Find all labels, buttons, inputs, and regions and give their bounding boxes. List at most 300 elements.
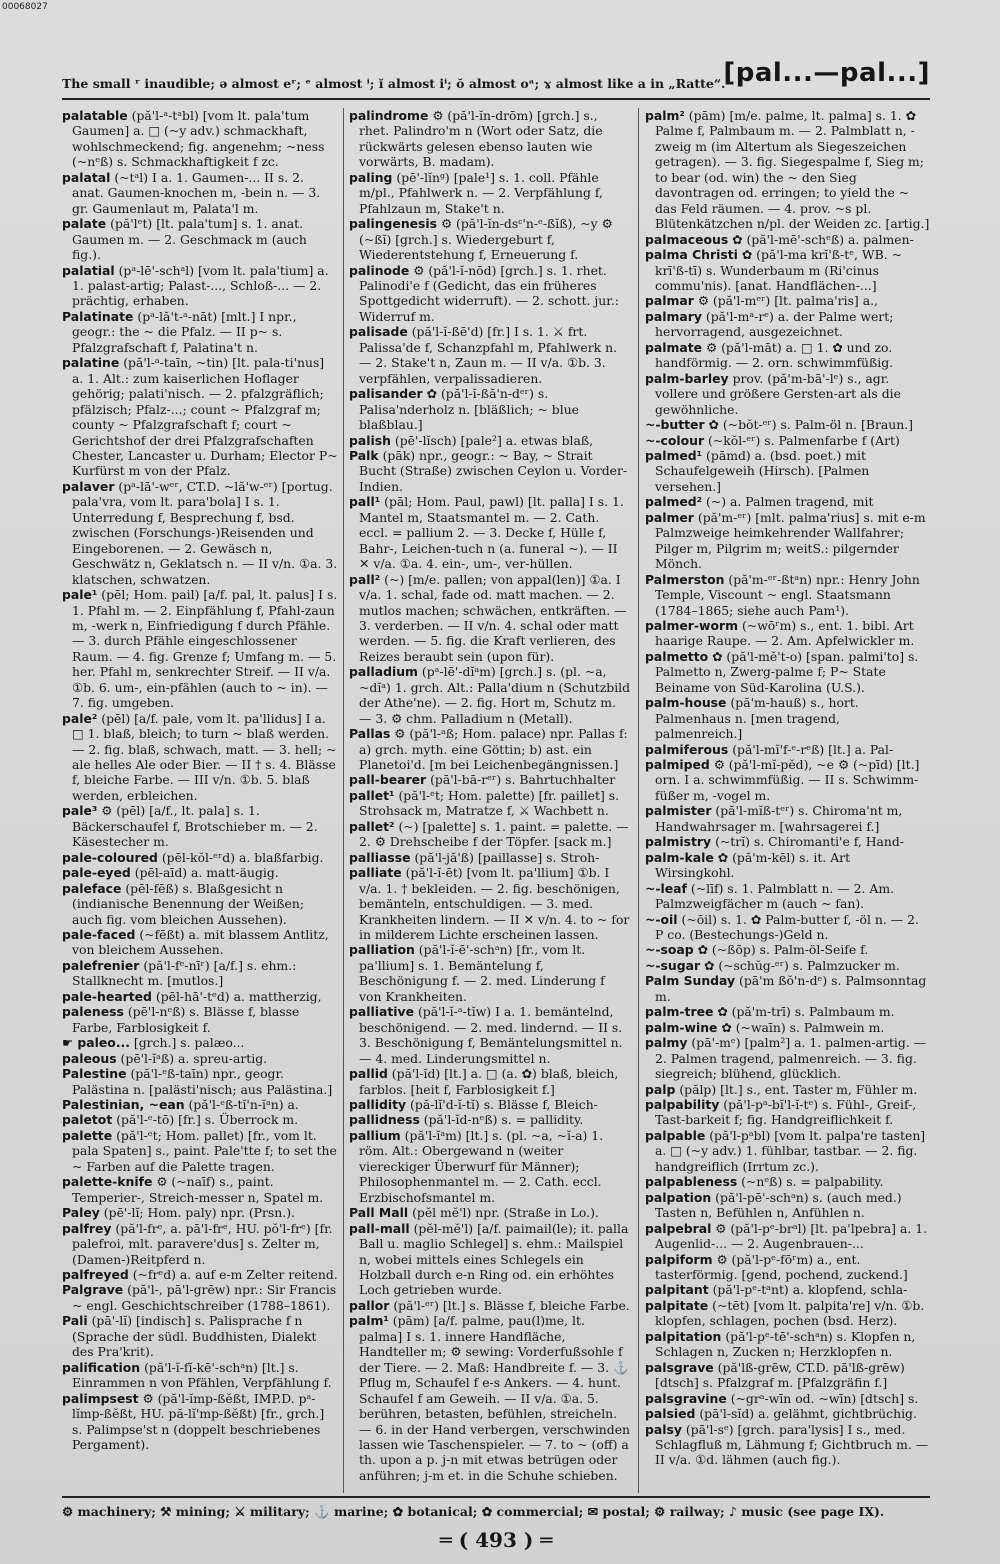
dictionary-entry <box>62 1221 338 1267</box>
dictionary-entry <box>62 1097 338 1112</box>
entry-definition: (pă'l-ĭ-fĭ-kē'-schᵃn) [lt.] s. Einrammen n von Pfählen, Verpfählung f. <box>72 1359 332 1391</box>
dictionary-entry <box>62 1205 338 1220</box>
entry-headword: palaver <box>62 478 115 494</box>
dictionary-entry <box>645 850 930 881</box>
entry-definition: (pă'l-mĭ'f-ᵉ-rᵉß) [lt.] a. Pal- <box>732 741 894 757</box>
entry-headword: palliation <box>349 942 415 958</box>
entry-definition: (pēl-fēß) s. Blaßgesicht n (indianische Benennung der Weißen; auch fig. vom bleichen Aussehen). <box>72 880 305 927</box>
entry-definition: (~wōʳm) s., ent. 1. bibl. Art haarige Raupe. — 2. Am. Apfelwickler m. <box>655 617 915 649</box>
entry-definition: (pᵃ-lā'-wᵉʳ, CT.D. ~lă'w-ᵉʳ) [portug. pala'vra, vom lt. para'bola] I s. 1. Unterredung f, Besprechung f, bsd. zwischen (Forschungs-)Reisenden und Eingeborenen. — 2. Gewäsch n, Geschwätz n, Geklatsch n. — II v/n. ①a. 3. klatschen, schwatzen. <box>72 478 338 587</box>
entry-definition: (pă'l-ĭd-nᵉß) s. = pallidity. <box>423 1112 584 1128</box>
dictionary-entry <box>645 1190 930 1221</box>
entry-definition: ✿ (~ßōp) s. Palm-öl-Seife f. <box>697 942 869 958</box>
entry-definition: prov. (pă'm-bā'-lᵉ) s., agr. vollere und größere Gersten-art als die gewöhnliche. <box>655 370 901 417</box>
entry-definition: (pēl) [a/f. pale, vom lt. pa'llidus] I a. □ 1. blaß, bleich; to turn ~ blaß werden. — 2. fig. blaß, schwach, matt. — 3. hell; ~ ale helles Ale oder Bier. — II † s. 4. Blässe f, bleiche Farbe. — III v/n. ①b. 5. blaß werden, erbleichen. <box>72 710 337 803</box>
entry-headword: palm-kale <box>645 849 714 865</box>
entry-headword: Palestinian, ~ean <box>62 1097 185 1112</box>
dictionary-entry <box>62 958 338 989</box>
dictionary-entry <box>349 386 631 432</box>
entry-definition: (pᵃ-lē'-schᵃl) [vom lt. pala'tium] a. 1. palast-artig; Palast-..., Schloß-... — 2. prächtig, erhaben. <box>72 262 329 309</box>
entry-headword: palmar <box>645 293 694 309</box>
entry-headword: palmed² <box>645 494 703 510</box>
entry-definition: (pāmd) a. (bsd. poet.) mit Schaufelgeweih (Hirsch). [Palmen versehen.] <box>655 447 870 494</box>
entry-headword: ~-oil <box>645 911 678 927</box>
dictionary-entry <box>349 726 631 772</box>
entry-headword: palma Christi <box>645 247 738 263</box>
entry-headword: palpability <box>645 1097 720 1112</box>
entry-headword: pallidity <box>349 1097 407 1112</box>
entry-definition: (pă'lᵉt) [lt. pala'tum] s. 1. anat. Gaumen m. — 2. Geschmack m (auch fig.). <box>72 216 307 263</box>
column-right <box>645 108 930 1493</box>
entry-headword: ~-leaf <box>645 880 687 896</box>
entry-definition: (~kŏl-ᵉʳ) s. Palmenfarbe f (Art) <box>708 432 900 448</box>
dictionary-entry <box>349 772 631 787</box>
dictionary-entry <box>645 309 930 340</box>
dictionary-entry <box>62 355 338 479</box>
entry-headword: Palmerston <box>645 571 725 587</box>
dictionary-entry <box>349 664 631 726</box>
entry-headword: palate <box>62 216 107 232</box>
entry-definition: (pă'l-fᵉ-nīʳ) [a/f.] s. ehm.: Stallknecht m. [mutlos.] <box>72 957 297 989</box>
entry-headword: palfrey <box>62 1220 112 1236</box>
entry-headword: palmister <box>645 803 712 819</box>
entry-headword: ~-colour <box>645 432 705 448</box>
dictionary-entry <box>645 834 930 849</box>
entry-headword: pale-coloured <box>62 849 158 865</box>
entry-headword: palinode <box>349 262 410 278</box>
entry-headword: paling <box>349 169 393 185</box>
entry-definition: (~) [palette] s. 1. paint. = palette. — 2. ⚙ Drehscheibe f der Töpfer. [sack m.] <box>359 818 629 850</box>
entry-headword: palpableness <box>645 1174 738 1190</box>
entry-headword: ☛ paleo... <box>62 1035 130 1051</box>
entry-definition: ✿ (~schŭg-ᵉʳ) s. Palmzucker m. <box>704 957 900 973</box>
entry-headword: pale-eyed <box>62 865 131 881</box>
dictionary-entry <box>645 448 930 494</box>
entry-definition: ⚙ (pă'l-ĭ-nōd) [grch.] s. 1. rhet. Palinodi'e f (Gedicht, das ein früheres Spottgedicht widerruft). — 2. schott. jur.: Widerruf m. <box>359 262 619 324</box>
entry-headword: palm-house <box>645 695 727 711</box>
entry-headword: palmetto <box>645 648 709 664</box>
entry-headword: palette <box>62 1127 113 1143</box>
dictionary-entry <box>645 1406 930 1421</box>
entry-definition: (~trĭ) s. Chiromanti'e f, Hand- <box>715 834 905 850</box>
entry-headword: pale³ <box>62 803 98 819</box>
entry-headword: palm-barley <box>645 370 729 386</box>
dictionary-entry <box>62 850 338 865</box>
entry-headword: palm-wine <box>645 1019 718 1035</box>
entry-headword: pall¹ <box>349 494 381 510</box>
dictionary-entry <box>645 1035 930 1081</box>
entry-headword: ~-soap <box>645 942 694 958</box>
entry-headword: Palm Sunday <box>645 973 736 989</box>
dictionary-entry <box>349 324 631 386</box>
entry-definition: (pēl; Hom. pail) [a/f. pal, lt. palus] I s. 1. Pfahl m. — 2. Einpfählung f, Pfahl-zaun m, -werk n, Einfriedigung f durch Pfähle. — 3. durch Pfähle eingeschlossener Raum. — 4. fig. Grenze f; Umfang m. — 5. her. Pfahl m, senkrechter Streif. — II v/a. ①b. 6. um-, ein-pfählen (auch to ~ in). — 7. fig. umgeben. <box>72 587 338 711</box>
dictionary-entry <box>62 1035 338 1050</box>
entry-headword: palsgravine <box>645 1390 727 1406</box>
entry-definition: ⚙ (pă'l-ĭmp-ßĕßt, IMP.D. pᵃ-lĭmp-ßĕßt, HU. pă-lĭ'mp-ßĕßt) [fr., grch.] s. Palimpse'st n (doppelt beschriebenes Pergament). <box>72 1390 325 1452</box>
entry-definition: (pā'l-sĭd) a. gelähmt, gichtbrüchig. <box>699 1406 917 1422</box>
entry-headword: palmistry <box>645 834 712 850</box>
dictionary-entry <box>645 649 930 695</box>
entry-headword: palm² <box>645 108 685 123</box>
dictionary-entry <box>62 881 338 927</box>
dictionary-entry <box>62 1267 338 1282</box>
entry-definition: (pălp) [lt.] s., ent. Taster m, Fühler m. <box>679 1081 918 1097</box>
entry-definition: (pᵃ-lē'-dĭᵃm) [grch.] s. (pl. ~a, ~dĭᵃ) 1. grch. Alt.: Palla'dium n (Schutzbild der Athe'ne). — 2. fig. Hort m, Schutz m. — 3. ⚙ chm. Palladium n (Metall). <box>359 664 631 726</box>
entry-definition: (pă'l-frᵉ, a. pā'l-frᵉ, HU. pŏ'l-frᵉ) [fr. palefroi, mlt. paravere'dus] s. Zelter m, (Damen-)Reitpferd n. <box>72 1220 333 1267</box>
entry-definition: (pă'l-ĭ-ēt) [vom lt. pa'llium] ①b. I v/a. 1. † bekleiden. — 2. fig. beschönigen, bemänteln, entschuldigen. — 3. med. Krankheiten lindern. — II ✕ v/n. 4. to ~ for in milderem Lichte erscheinen lassen. <box>359 865 630 943</box>
header-rule <box>62 98 930 100</box>
dictionary-entry <box>62 263 338 309</box>
entry-headword: paleous <box>62 1050 117 1066</box>
dictionary-entry <box>62 1174 338 1205</box>
entry-definition: (pă'l-pē'-schᵃn) s. (auch med.) Tasten n, Befühlen n, Anfühlen n. <box>655 1189 902 1221</box>
entry-headword: palatable <box>62 108 128 123</box>
entry-headword: palingenesis <box>349 216 438 232</box>
entry-definition: (pă'l-ᵃ-tᵃbl) [vom lt. pala'tum Gaumen] a. □ (~y adv.) schmackhaft, wohlschmeckend; fig. angenehm; ~ness (~nᵉß) s. Schmackhaftigkeit f zc. <box>72 108 325 170</box>
entry-definition: (pă'm-hauß) s., hort. Palmenhaus n. [men tragend, palmenreich.] <box>655 695 859 742</box>
entry-columns <box>62 108 930 1493</box>
dictionary-entry <box>62 1313 338 1359</box>
dictionary-entry <box>62 108 338 170</box>
entry-definition: ⚙ (pēl) [a/f., lt. pala] s. 1. Bäckerschaufel f, Brotschieber m. — 2. Käsestecher m. <box>72 803 318 850</box>
dictionary-entry <box>645 973 930 1004</box>
entry-definition: (pām) [a/f. palme, pau(l)me, lt. palma] I s. 1. innere Handfläche, Handteller m; ⚙ sewing: Vorderfußsohle f der Tiere. — 2. Maß: Handbreite f. — 3. ⚓ Pflug m, Schaufel f e-s Ankers. — 4. hunt. Schaufel f am Geweih. — II v/a. ①a. 5. berühren, betasten, befühlen, streicheln. — 6. in der Hand verbergen, verschwinden lassen wie Taschenspieler. — 7. to ~ (off) a th. upon a p. j-n mit etwas betrügen oder anführen; j-m et. in die Schuhe schieben. <box>359 1313 631 1483</box>
dictionary-entry <box>645 742 930 757</box>
entry-definition: (pă'l-ĭ-ē'-schᵃn) [fr., vom lt. pa'llium] s. 1. Bemäntelung f, Beschönigung f. — 2. med. Linderung f von Krankheiten. <box>359 942 605 1004</box>
dictionary-entry <box>645 433 930 448</box>
entry-headword: palimpsest <box>62 1390 139 1406</box>
entry-headword: palladium <box>349 664 418 680</box>
entry-definition: (~) [m/e. pallen; von appal(len)] ①a. I v/a. 1. schal, fade od. matt machen. — 2. mutlos machen; schwächen, entkräften. — 3. verderben. — II v/n. 4. schal oder matt werden. — 5. fig. die Kraft verlieren, des Reizes beraubt sein (upon für). <box>359 571 627 664</box>
entry-headword: palpitant <box>645 1282 709 1298</box>
dictionary-entry <box>349 1004 631 1066</box>
entry-headword: paletot <box>62 1112 113 1128</box>
dictionary-entry <box>62 1112 338 1127</box>
dictionary-entry <box>62 1128 338 1174</box>
entry-headword: pallet² <box>349 818 395 834</box>
entry-definition: ⚙ (pă'l-ĭn-dsᶜ'n-ᵉ-ßĭß), ~y ⚙ (~ßĭ) [grch.] s. Wiedergeburt f, Wiederentstehung f, Erneuerung f. <box>359 216 613 263</box>
entry-definition: ✿ (pă'm-kēl) s. it. Art Wirsingkohl. <box>655 849 851 881</box>
entry-headword: pallidness <box>349 1112 420 1128</box>
entry-headword: Palatinate <box>62 308 134 324</box>
dictionary-entry <box>645 247 930 293</box>
folio-identifier: 00068027 <box>2 2 48 12</box>
entry-definition: ⚙ (pă'l-ᵃß; Hom. palace) npr. Pallas f: a) grch. myth. eine Göttin; b) ast. ein Planetoi'd. [m bei Leichenbegängnissen.] <box>359 726 628 773</box>
entry-headword: palpable <box>645 1127 706 1143</box>
entry-headword: pallet¹ <box>349 787 395 803</box>
entry-definition: (pām) [m/e. palme, lt. palma] s. 1. ✿ Palme f, Palmbaum m. — 2. Palmblatt n, -zweig m (im Altertum als Siegeszeichen getragen). — 3. fig. Siegespalme f, Sieg m; to bear (od. win) the ~ den Sieg davontragen od. erringen; to yield the ~ das Feld räumen. — 4. prov. ~s pl. Blütenkätzchen n/pl. der Weiden zc. [artig.] <box>655 108 930 232</box>
entry-headword: palisander <box>349 386 423 402</box>
dictionary-entry <box>645 695 930 741</box>
page-header <box>62 56 930 100</box>
entry-headword: palsy <box>645 1421 682 1437</box>
dictionary-entry <box>349 942 631 1004</box>
dictionary-entry <box>645 371 930 417</box>
entry-definition: (pă'l-ᵉß-taīn) npr., geogr. Palästina n. [palästi'nisch; aus Palästina.] <box>72 1066 333 1097</box>
entry-definition: (pă'l-ĭᵃm) [lt.] s. (pl. ~a, ~ĭ-a) 1. röm. Alt.: Obergewand n (weiter viereckiger Überwurf für Männer); Philosophenmantel m. — 2. Cath. eccl. Erzbischofsmantel m. <box>359 1127 604 1205</box>
entry-headword: palm¹ <box>349 1313 389 1329</box>
dictionary-entry <box>62 170 338 216</box>
entry-definition: (~līf) s. 1. Palmblatt n. — 2. Am. Palmzweigfächer m (auch ~ fan). <box>655 880 895 912</box>
dictionary-entry <box>645 757 930 803</box>
dictionary-entry <box>645 803 930 834</box>
entry-definition: (pā'l-sᵉ) [grch. para'lysis] I s., med. Schlagfluß m, Lähmung f; Gichtbruch m. — II v/a. ①d. lähmen (auch fig.). <box>655 1421 929 1468</box>
dictionary-entry <box>62 711 338 804</box>
entry-definition: (pᵃ-lă't-ᵃ-nāt) [mlt.] I npr., geogr.: the ~ die Pfalz. — II p~ s. Pfalzgrafschaft f, Palatina't n. <box>72 308 297 355</box>
dictionary-entry <box>62 927 338 958</box>
entry-definition: (pă'l-pᵃbl) [vom lt. palpa're tasten] a. □ (~y adv.) 1. fühlbar, tastbar. — 2. fig. handgreiflich (Irrtum zc.). <box>655 1127 926 1174</box>
entry-definition: (~ōil) s. 1. ✿ Palm-butter f, -öl n. — 2. P co. (Bestechungs-)Geld n. <box>655 911 919 943</box>
entry-headword: ~-sugar <box>645 957 701 973</box>
dictionary-entry <box>349 1128 631 1205</box>
entry-definition: (pă'l-mĭß-tᵉʳ) s. Chiroma'nt m, Handwahrsager m. [wahrsagerei f.] <box>655 803 903 834</box>
entry-definition: (~frᵉd) a. auf e-m Zelter reitend. <box>132 1266 338 1282</box>
entry-headword: palatal <box>62 169 111 185</box>
entry-headword: palmed¹ <box>645 447 703 463</box>
dictionary-entry <box>645 1298 930 1329</box>
entry-definition: (~fēßt) a. mit blassem Antlitz, von bleichem Aussehen. <box>72 927 329 958</box>
entry-definition: (pēl-kŏl-ᵉʳd) a. blaßfarbig. <box>161 849 324 865</box>
entry-definition: (pă'l-, pā'l-grēw) npr.: Sir Francis ~ engl. Geschichtschreiber (1788–1861). <box>72 1282 337 1313</box>
entry-definition: (pă'l-ᵉʳ) [lt.] s. Blässe f, bleiche Farbe. <box>393 1297 630 1313</box>
dictionary-entry <box>645 1422 930 1468</box>
entry-definition: (pă'l-jă'ß) [paillasse] s. Stroh- <box>414 849 600 865</box>
dictionary-entry <box>645 417 930 432</box>
dictionary-entry <box>645 1004 930 1019</box>
entry-headword: Pali <box>62 1313 88 1329</box>
entry-headword: palmaceous <box>645 231 729 247</box>
entry-headword: palpiform <box>645 1251 713 1267</box>
entry-definition: (~tᵃl) I a. 1. Gaumen-... II s. 2. anat. Gaumen-knochen m, -bein n. — 3. gr. Gaumenlaut m, Palata'l m. <box>72 169 321 216</box>
entry-definition: (pă'm-ᵉʳ) [mlt. palma'rius] s. mit e-m Palmzweige heimkehrender Wallfahrer; Pilger m, Pilgrim m; weitS.: pilgernder Mönch. <box>655 509 926 572</box>
dictionary-entry <box>349 1221 631 1298</box>
entry-definition: ⚙ (pă'l-ĭn-drōm) [grch.] s., rhet. Palindro'm n (Wort oder Satz, die rückwärts gelesen ebenso lauten wie vorwärts, B. madam). <box>359 108 603 170</box>
entry-headword: paleness <box>62 1004 124 1020</box>
page-footer <box>62 1496 930 1556</box>
entry-headword: palmer <box>645 509 694 525</box>
dictionary-entry <box>349 865 631 942</box>
entry-headword: palification <box>62 1359 141 1375</box>
entry-headword: palisade <box>349 324 408 340</box>
dictionary-entry <box>645 510 930 572</box>
entry-definition: (pă'l-pᵉ-tᵃnt) a. klopfend, schla- <box>712 1282 908 1298</box>
entry-headword: pall-bearer <box>349 772 427 788</box>
entry-definition: (pĕl mĕ'l) npr. (Straße in Lo.). <box>412 1205 599 1221</box>
dictionary-entry <box>645 1391 930 1406</box>
entry-definition: (pă'l-ᵃ-taīn, ~tin) [lt. pala-ti'nus] a. 1. Alt.: zum kaiserlichen Hoflager gehörig; palati'nisch. — 2. pfalzgräflich; pfälzisch; Pfalz-...; count ~ Pfalzgraf m; county ~ Pfalzgrafschaft f; court ~ Gerichtshof der drei Pfalzgrafschaften Chester, Lancaster u. Durham; Elector P~ Kurfürst m von der Pfalz. <box>72 355 338 479</box>
entry-headword: pallid <box>349 1066 388 1082</box>
entry-definition: ✿ (pă'l-mē'-schᵉß) a. palmen- <box>732 231 914 247</box>
entry-definition: (pēl-aīd) a. matt-äugig. <box>134 865 279 881</box>
dictionary-entry <box>645 618 930 649</box>
entry-headword: pale² <box>62 710 98 726</box>
dictionary-entry <box>349 572 631 665</box>
entry-headword: palm-tree <box>645 1004 714 1020</box>
dictionary-entry <box>62 1004 338 1035</box>
dictionary-entry <box>645 1082 930 1097</box>
dictionary-entry <box>645 958 930 973</box>
dictionary-entry <box>645 1329 930 1360</box>
dictionary-entry <box>62 216 338 262</box>
dictionary-entry <box>645 942 930 957</box>
entry-definition: ✿ (pă'l-mĕ't-o) [span. palmi'to] s. Palmetto n, Zwerg-palme f; P~ State Beiname von Süd-Karolina (U.S.). <box>655 648 919 695</box>
entry-definition: (pē'-lĭsch) [pale²] a. etwas blaß, <box>394 432 594 448</box>
dictionary-entry <box>645 1097 930 1128</box>
dictionary-entry <box>349 1097 631 1112</box>
entry-definition: (pă'l-ĭ-ᵃ-tĭw) I a. 1. bemäntelnd, beschönigend. — 2. med. lindernd. — II s. 3. Beschönigung f, Bemäntelungsmittel n. — 4. med. Linderungsmittel n. <box>359 1004 623 1066</box>
entry-headword: Pallas <box>349 726 391 742</box>
dictionary-entry <box>645 1174 930 1189</box>
dictionary-entry <box>645 1252 930 1283</box>
entry-headword: palpebral <box>645 1220 712 1236</box>
entry-headword: palatial <box>62 262 115 278</box>
pronunciation-legend: The small ʳ inaudible; ə almost eʳ; ᵉ almost ⁱ; ĭ almost iⁱ; ŏ almost oᵃ; ɤ almost like a in „Ratte“. <box>62 76 726 91</box>
footer-rule <box>62 1496 930 1498</box>
entry-definition: (pē'-lĭnᵍ) [pale¹] s. 1. coll. Pfähle m/pl., Pfahlwerk n. — 2. Verpfählung f, Pfahlzaun m, Stake't n. <box>359 169 603 216</box>
dictionary-entry <box>349 1066 631 1097</box>
entry-definition: (pă'l-ᵉt; Hom. pallet) [fr., vom lt. pala Spaten] s., paint. Pale'tte f; to set the ~ Farben auf die Palette tragen. <box>72 1127 337 1174</box>
entry-headword: pallor <box>349 1297 390 1313</box>
entry-headword: palp <box>645 1081 676 1097</box>
dictionary-entry <box>62 479 338 587</box>
entry-headword: palsgrave <box>645 1359 714 1375</box>
dictionary-entry <box>349 433 631 448</box>
entry-headword: Pall Mall <box>349 1205 409 1221</box>
entry-definition: (pă'l-ᵉ-tō) [fr.] s. Überrock m. <box>116 1112 299 1128</box>
entry-definition: (pă'l-ᵉß-tĭ'n-ĭᵃn) a. <box>188 1097 299 1112</box>
entry-headword: palish <box>349 432 391 448</box>
entry-headword: palpitation <box>645 1328 722 1344</box>
entry-definition: ⚙ (pă'l-pᵉ-fōʳm) a., ent. tasterförmig. [gend, pochend, zuckend.] <box>655 1251 908 1282</box>
dictionary-entry <box>645 232 930 247</box>
entry-definition: (pā'-lĭ) [indisch] s. Palisprache f n (Sprache der südl. Buddhisten, Dialekt des Pra'krit). <box>72 1313 317 1360</box>
dictionary-entry <box>645 912 930 943</box>
entry-headword: pale¹ <box>62 587 98 603</box>
dictionary-entry <box>349 494 631 571</box>
entry-definition: ✿ (pă'm-trī) s. Palmbaum m. <box>717 1004 895 1020</box>
entry-headword: palpitate <box>645 1297 709 1313</box>
entry-definition: (pē'l-nᵉß) s. Blässe f, blasse Farbe, Farblosigkeit f. <box>72 1004 300 1035</box>
entry-headword: Palk <box>349 447 379 463</box>
dictionary-entry <box>349 216 631 262</box>
dictionary-entry <box>645 340 930 371</box>
dictionary-entry <box>62 989 338 1004</box>
dictionary-entry <box>645 1360 930 1391</box>
entry-definition: ⚙ (pă'l-pᵉ-brᵃl) [lt. pa'lpebra] a. 1. Augenlid-... — 2. Augenbrauen-... <box>655 1220 928 1252</box>
dictionary-entry <box>645 1128 930 1174</box>
dictionary-entry <box>62 865 338 880</box>
symbol-legend: ⚙ machinery; ⚒ mining; ⚔ military; ⚓ marine; ✿ botanical; ✿ commercial; ✉ postal; ⚙ railway; ♪ music (see page IX). <box>62 1504 885 1519</box>
entry-headword: palette-knife <box>62 1174 153 1190</box>
entry-definition: ✿ (pă'l-ma krĭ'ß-tᵉ, WB. ~ krī'ß-tī) s. Wunderbaum m (Ri'cinus commu'nis). [anat. Handflächen-...] <box>655 247 902 293</box>
dictionary-entry <box>62 1051 338 1066</box>
column-middle <box>349 108 631 1493</box>
entry-definition: (pă-lĭ'd-ĭ-tĭ) s. Blässe f, Bleich- <box>410 1097 598 1112</box>
dictionary-entry <box>62 803 338 849</box>
entry-definition: (~tēt) [vom lt. palpita're] v/n. ①b. klopfen, schlagen, pochen (bsd. Herz). <box>655 1297 925 1329</box>
dictionary-entry <box>645 108 930 232</box>
entry-headword: pall-mall <box>349 1220 410 1236</box>
entry-headword: palpation <box>645 1189 712 1205</box>
entry-headword: palmiferous <box>645 741 729 757</box>
entry-definition: ✿ (~waīn) s. Palmwein m. <box>721 1019 885 1035</box>
entry-headword: pale-hearted <box>62 988 152 1004</box>
entry-definition: (pă'm-ᵉʳ-ßtᵃn) npr.: Henry John Temple, Viscount ~ engl. Staatsmann (1784–1865; siehe auch Pam¹). <box>655 571 920 618</box>
entry-definition: ⚙ (pă'l-mĭ-pĕd), ~e ⚙ (~pīd) [lt.] orn. I a. schwimmfüßig. — II s. Schwimm-füßer m, -vogel m. <box>655 757 920 803</box>
entry-definition: (pāl; Hom. Paul, pawl) [lt. palla] I s. 1. Mantel m, Staatsmantel m. — 2. Cath. eccl. = pallium 2. — 3. Decke f, Hülle f, Bahr-, Leichen-tuch n (a. funeral ~). — II ✕ v/a. ①a. 4. ein-, um-, ver-hüllen. <box>359 494 624 572</box>
entry-headword: palmy <box>645 1035 688 1051</box>
entry-definition: (pă'l-pᵃ-bĭ'l-ĭ-tᵉ) s. Fühl-, Greif-, Tast-barkeit f; fig. Handgreiflichkeit f. <box>655 1097 917 1128</box>
entry-headword: pale-faced <box>62 927 136 943</box>
entry-definition: (pā'm ßŏ'n-dᵉ) s. Palmsonntag m. <box>655 973 927 1004</box>
dictionary-entry <box>645 881 930 912</box>
entry-headword: palmary <box>645 308 702 324</box>
dictionary-entry <box>645 293 930 308</box>
entry-definition: (pă'l-ᵉt; Hom. palette) [fr. paillet] s. Strohsack m, Matratze f, ⚔ Wachbett n. <box>359 787 620 819</box>
dictionary-entry <box>62 1066 338 1097</box>
entry-headword: palliative <box>349 1004 414 1020</box>
entry-definition: (pă'lß-grēw, CT.D. pā'lß-grēw) [dtsch] s. Pfalzgraf m. [Pfalzgräfin f.] <box>655 1359 905 1391</box>
entry-definition: (pă'l-ĭ-ßē'd) [fr.] I s. 1. ⚔ frt. Palissa'de f, Schanzpfahl m, Pfahlwerk n. — 2. Stake't n, Zaun m. — II v/a. ①b. 3. verpfählen, verpalissadieren. <box>359 324 618 386</box>
entry-headword: Palgrave <box>62 1282 124 1298</box>
entry-headword: palmer-worm <box>645 617 739 633</box>
entry-definition: ⚙ (pă'l-māt) a. □ 1. ✿ und zo. handförmig. — 2. orn. schwimmfüßig. <box>655 339 894 371</box>
dictionary-entry <box>645 1282 930 1297</box>
entry-headword: palatine <box>62 355 120 371</box>
dictionary-entry <box>645 494 930 509</box>
dictionary-entry <box>62 309 338 355</box>
column-divider <box>638 108 639 1493</box>
dictionary-entry <box>349 170 631 216</box>
entry-headword: palefrenier <box>62 957 140 973</box>
dictionary-entry <box>349 1298 631 1313</box>
entry-definition: (pā'-mᵉ) [palm²] a. 1. palmen-artig. — 2. Palmen tragend, palmenreich. — 3. fig. siegreich; blühend, glücklich. <box>655 1035 927 1082</box>
dictionary-entry <box>62 1391 338 1453</box>
dictionary-entry <box>349 850 631 865</box>
entry-headword: ~-butter <box>645 417 705 433</box>
entry-headword: palsied <box>645 1406 696 1422</box>
entry-definition: (~grᵃ-wīn od. ~wīn) [dtsch] s. <box>730 1390 919 1406</box>
entry-headword: palfreyed <box>62 1266 129 1282</box>
dictionary-entry <box>645 1221 930 1252</box>
entry-definition: (pēl-hā'-tᵉd) a. mattherzig, <box>155 988 322 1004</box>
dictionary-entry <box>645 572 930 618</box>
entry-headword: palliasse <box>349 849 411 865</box>
entry-definition: ⚙ (pă'l-mᵉʳ) [lt. palma'ris] a., <box>697 293 878 309</box>
entry-definition: (pă'l-pᵉ-tē'-schᵃn) s. Klopfen n, Schlagen n, Zucken n; Herzklopfen n. <box>655 1328 916 1360</box>
column-divider <box>343 108 344 1493</box>
entry-definition: [grch.] s. palæo... <box>133 1035 245 1051</box>
entry-definition: (pāk) npr., geogr.: ~ Bay, ~ Strait Bucht (Straße) zwischen Ceylon u. Vorder-Indien. <box>359 447 628 494</box>
entry-headword: palmiped <box>645 757 710 773</box>
entry-definition: (pē'-lĭ; Hom. paly) npr. (Prsn.). <box>103 1205 295 1221</box>
dictionary-entry <box>349 263 631 325</box>
entry-definition: ⚙ (~naīf) s., paint. Temperier-, Streich-messer n, Spatel m. <box>72 1174 324 1205</box>
entry-definition: ✿ (pă'l-ĭ-ßă'n-dᵉʳ) s. Palisa'nderholz n. [bläßlich; ~ blue blaßblau.] <box>359 386 580 433</box>
entry-definition: (~nᵉß) s. = palpability. <box>741 1174 884 1190</box>
entry-definition: (pă'l-mᵃ-rᵉ) a. der Palme wert; hervorragend, ausgezeichnet. <box>655 308 894 340</box>
entry-headword: Palestine <box>62 1066 127 1082</box>
dictionary-entry <box>62 1360 338 1391</box>
dictionary-entry <box>349 819 631 850</box>
dictionary-entry <box>349 788 631 819</box>
entry-headword: palliate <box>349 865 402 881</box>
entry-headword: palmate <box>645 339 703 355</box>
dictionary-entry <box>645 1020 930 1035</box>
guide-words: [pal...—pal...] <box>723 58 930 88</box>
entry-definition: (pē'l-ĭᵃß) a. spreu-artig. <box>120 1050 268 1066</box>
dictionary-entry <box>349 1205 631 1220</box>
